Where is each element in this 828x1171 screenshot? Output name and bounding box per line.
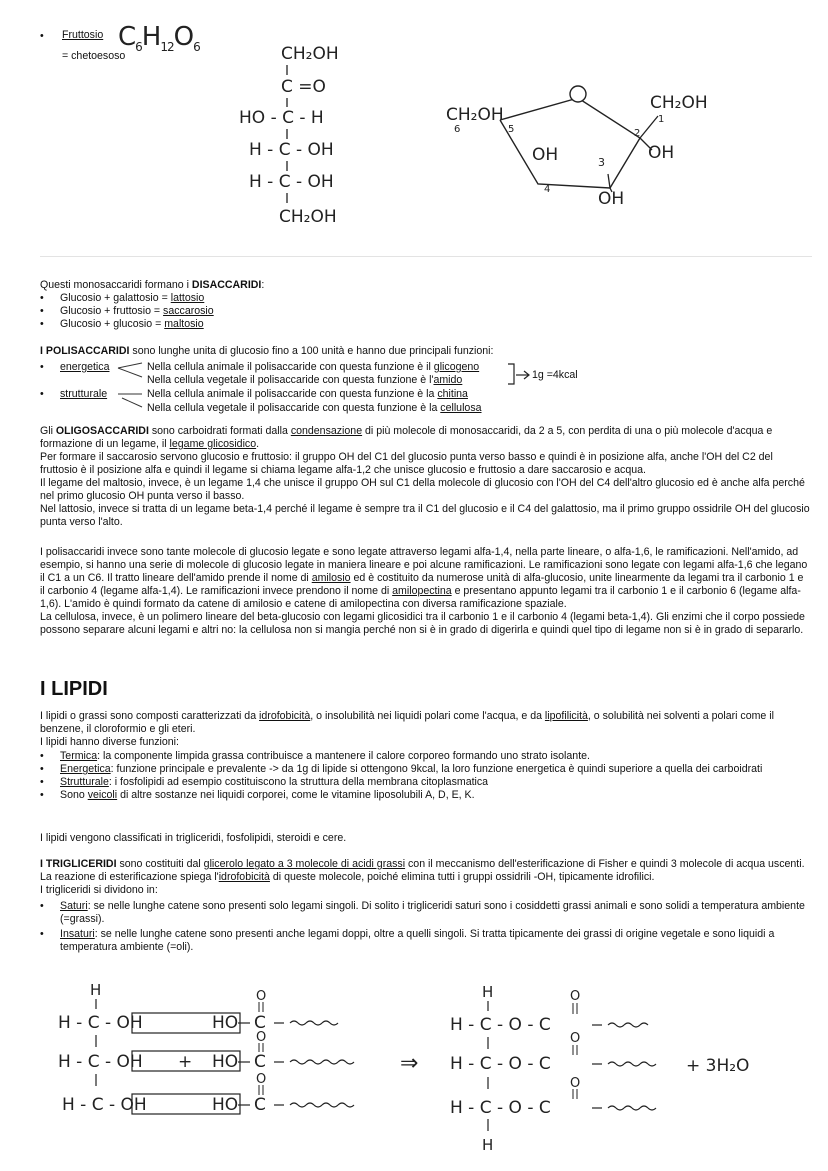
ring-carbon-5: 5 [508, 124, 515, 135]
fructose-formula: $C_6H_{12}O_6$ [118, 22, 200, 55]
water-product: + 3H₂O [686, 1056, 750, 1076]
energy-note: 1g =4kcal [532, 369, 578, 381]
ring-oh-1: OH [532, 145, 559, 165]
energy-bracket [506, 362, 534, 388]
acid-c-1: C [254, 1013, 266, 1033]
list-item: • Glucosio + fruttosio = saccarosio [40, 305, 214, 317]
ring-carbon-6: 6 [454, 124, 461, 135]
chain-group-1: CH₂OH [281, 44, 339, 64]
list-item: • Energetica: funzione principale e prevalente -> da 1g di lipide si ottengono 9kcal, la loro funzione energetica è quindi superiore a quella dei carboidrati [40, 763, 810, 776]
lipid-functions-list [40, 750, 810, 802]
disaccharides-intro: Questi monosaccaridi formano i DISACCARIDI: [40, 279, 265, 291]
structural-line-2: Nella cellula vegetale il polisaccaride con questa funzione è la cellulosa [147, 402, 482, 414]
esterification-reaction [40, 975, 810, 1160]
list-item: • Saturi: se nelle lunghe catene sono presenti solo legami singoli. Di solito i trigliceridi saturi sono i cosiddetti grassi animali e sono solidi a temperatura ambiente (=grassi). [40, 900, 810, 926]
product-o-2: O [570, 1031, 581, 1046]
product-row-3: H - C - O - C [450, 1098, 551, 1118]
acid-ho-2: HO [212, 1052, 239, 1072]
list-item: • Sono veicoli di altre sostanze nei liquidi corporei, come le vitamine liposolubili A, D, E, K. [40, 789, 810, 802]
glycerol-top-h: H [90, 981, 102, 999]
fructose-ring-structure [440, 80, 720, 220]
ring-left-group: CH₂OH [446, 105, 504, 125]
brace-lines [116, 360, 148, 420]
triglyceride-types-list [40, 900, 810, 954]
plus-sign: + [178, 1052, 193, 1072]
chain-group-3: HO - C - H [239, 108, 324, 128]
chain-group-2: C =O [281, 77, 326, 97]
poly-structural-label: • strutturale [40, 388, 108, 400]
ring-carbon-3: 3 [598, 156, 605, 169]
triglycerides-intro: I TRIGLICERIDI sono costituiti dal glicerolo legato a 3 molecole di acidi grassi con il meccanismo dell'esterificazione di Fisher e quindi 3 molecole di acqua uscenti. La reazione di esterificazione spiega l'idrofobicità di queste molecole, poiché elimina tutti i gruppi ossidrili -OH, tipicamente idrofilici. I trigliceridi si dividono in: [40, 858, 805, 896]
fructose-label: Fruttosio [62, 29, 104, 41]
acid-o-3: O [256, 1072, 267, 1087]
acid-c-2: C [254, 1052, 266, 1072]
reaction-arrow: ⇒ [400, 1051, 419, 1076]
lipids-classification: I lipidi vengono classificati in trigliceridi, fosfolipidi, steroidi e cere. [40, 832, 347, 844]
polysaccharides-intro: I POLISACCARIDI sono lunghe unita di glucosio fino a 100 unità e hanno due principali funzioni: [40, 345, 494, 357]
list-item: • Glucosio + glucosio = maltosio [40, 318, 204, 330]
ring-carbon-2: 2 [634, 128, 641, 139]
chain-group-5: H - C - OH [249, 172, 334, 192]
list-item: • Strutturale: i fosfolipidi ad esempio costituiscono la struttura della membrana citoplasmatica [40, 776, 810, 789]
energetic-line-1: Nella cellula animale il polisaccaride con questa funzione è il glicogeno [147, 361, 480, 373]
product-o-1: O [570, 989, 581, 1004]
fructose-alias: = chetoesoso [62, 50, 126, 62]
acid-ho-1: HO [212, 1013, 239, 1033]
poly-energetic-label: • energetica [40, 361, 110, 373]
product-row-2: H - C - O - C [450, 1054, 551, 1074]
list-item: • Insaturi: se nelle lunghe catene sono presenti anche legami doppi, oltre a quelli singoli. Si tratta tipicamente dei grassi di origine vegetale e sono liquidi a temperatura ambiente (=oli). [40, 928, 810, 954]
list-item: • Termica: la componente limpida grassa contribuisce a mantenere il calore corporeo formando uno strato isolante. [40, 750, 810, 763]
bullet-dot: • [40, 30, 44, 42]
product-top-h: H [482, 983, 494, 1001]
glycerol-row-3: H - C - OH [62, 1095, 147, 1115]
ring-right-group: CH₂OH [650, 93, 708, 113]
chain-group-6: CH₂OH [279, 207, 337, 227]
chain-group-4: H - C - OH [249, 140, 334, 160]
ring-carbon-1: 1 [658, 114, 665, 125]
acid-c-3: C [254, 1095, 266, 1115]
ring-oh-3: OH [598, 189, 625, 209]
glycerol-row-1: H - C - OH [58, 1013, 143, 1033]
structural-line-1: Nella cellula animale il polisaccaride con questa funzione è la chitina [147, 388, 468, 400]
acid-ho-3: HO [212, 1095, 239, 1115]
glycerol-row-2: H - C - OH [58, 1052, 143, 1072]
lipids-heading: I LIPIDI [40, 678, 108, 700]
list-item: • Glucosio + galattosio = lattosio [40, 292, 205, 304]
fructose-chain-structure [225, 35, 355, 235]
section-divider [40, 256, 812, 257]
oligo-paragraph: Gli OLIGOSACCARIDI sono carboidrati formati dalla condensazione di più molecole di monosaccaridi, da 2 a 5, con perdita di una o più molecole d'acqua e formazione di un legame, il legame glicosidico. Per formare il saccarosio servono glucosio e fruttosio: il gruppo OH del C1 del glucosio punta verso basso e quindi è in posizione alfa, anche l'OH del C2 del fruttosio è il posizione alfa e quindi il legame si chiama legame alfa-1,2 che unisce glucosio e fruttosio a dare saccarosio e acqua. Il legame del maltosio, invece, è un legame 1,4 che unisce il gruppo OH sul C1 della molecole di glucosio con l'OH del C4 dell'altro glucosio ed è anche alfa perché nel primo glucosio OH punta verso il basso. Nel lattosio, invece si tratta di un legame beta-1,4 perché il legame è sempre tra il C1 del glucosio e il C4 del galattosio, ma il primo gruppo ossidrile OH del glucosio punta verso l'alto. [40, 425, 810, 528]
product-bottom-h: H [482, 1136, 494, 1154]
product-o-3: O [570, 1076, 581, 1091]
lipids-intro: I lipidi o grassi sono composti caratterizzati da idrofobicità, o insolubilità nei liquidi polari come l'acqua, e da lipofilicità, o solubilità nei solventi a polari come il benzene, il cloroformio e gli eteri. I lipidi hanno diverse funzioni: [40, 710, 774, 748]
ring-carbon-4: 4 [544, 184, 551, 195]
product-row-1: H - C - O - C [450, 1015, 551, 1035]
energetic-line-2: Nella cellula vegetale il polisaccaride con questa funzione è l'amido [147, 374, 463, 386]
ring-oh-2: OH [648, 143, 675, 163]
poly-detail-paragraph: I polisaccaridi invece sono tante molecole di glucosio legate e sono legate attraverso legami alfa-1,4, nella parte lineare, o alfa-1,6, le ramificazioni. Nell'amido, ad esempio, si hanno una serie di molecole di glucosio legate in maniera lineare e poi alcune ramificazioni. Le ramificazioni sono legate con legami alfa-1,6 che legano il C1 a un C6. Il tratto lineare dell'amido prende il nome di amilosio ed è costituito da numerose unità di alfa-glucosio, unite linearmente da legami tra il carbonio 1 e il carbonio 4 (legame alfa-1,4). Le ramificazioni invece prendono il nome di amilopectina e presentano appunto legami tra il carbonio 1 e il carbonio 6 (legame alfa-1,6). L'amido è quindi formato da catene di amilosio e catene di amilopectina con diversa ramificazione spaziale. La cellulosa, invece, è un polimero lineare del beta-glucosio con legami glicosidici tra il carbonio 1 e il carbonio 4 (legami beta-1,4). Gli enzimi che il corpo possiede possono separare alcuni legami e altri no: la cellulosa non si mangia perché non si è in grado di digerirla e quindi quel tipo di legame non si è in grado di separarlo. [40, 546, 808, 636]
acid-o-2: O [256, 1030, 267, 1045]
acid-o-1: O [256, 989, 267, 1004]
